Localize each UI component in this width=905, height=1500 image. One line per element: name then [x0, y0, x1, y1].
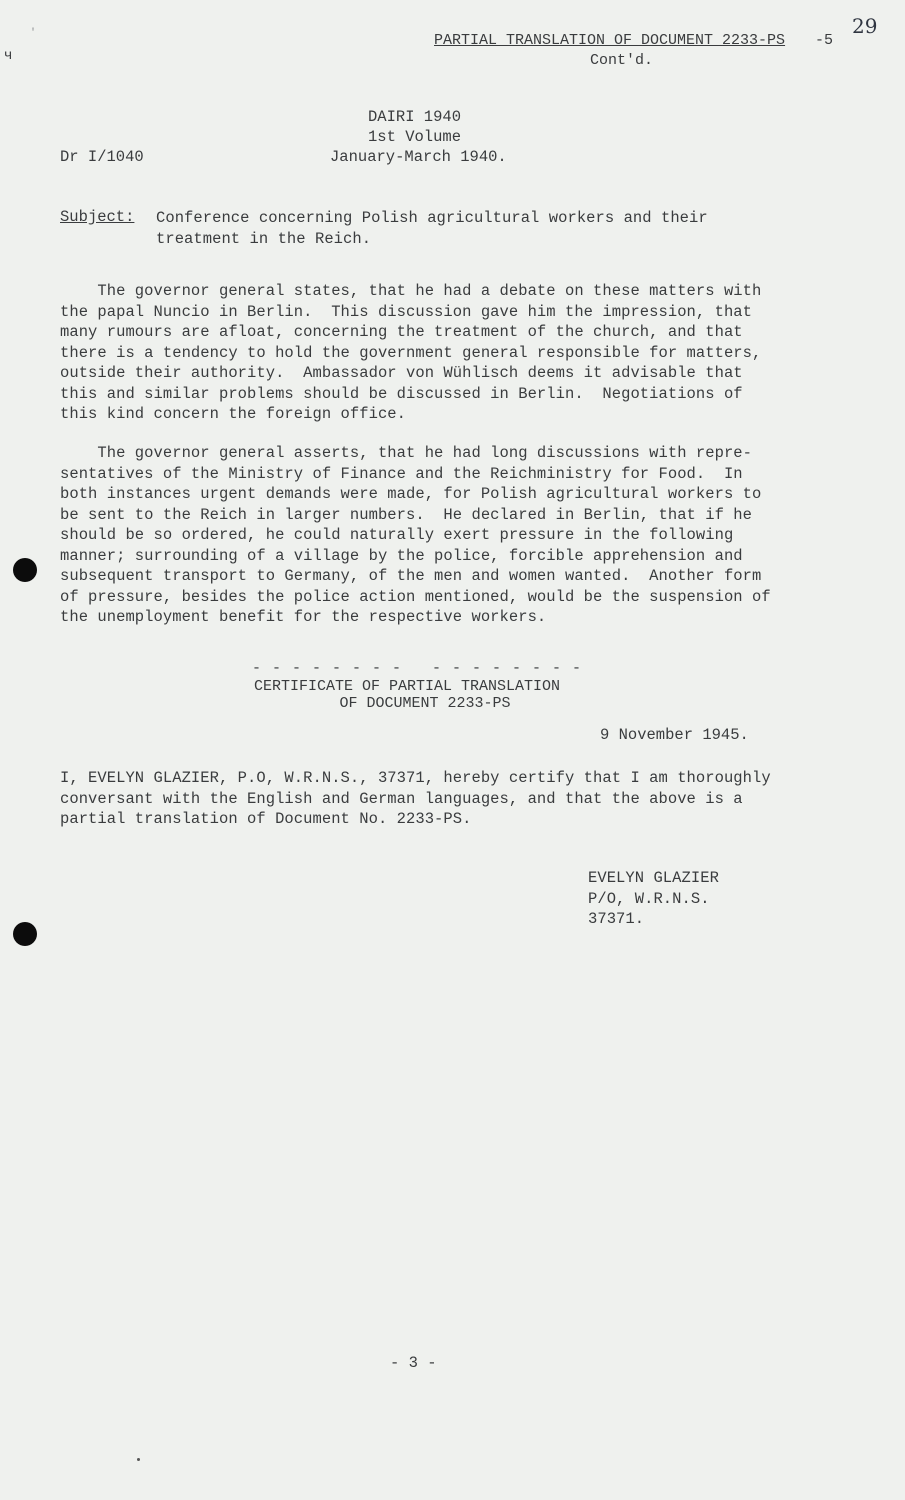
- divider: - - - - - - - - - - - - - - - -: [252, 660, 583, 677]
- paragraph-1: The governor general states, that he had a debate on these matters with the papal Nuncio in Berlin. This discussion gave him the impression, that many rumours are afloat, concerning the treatment of the church, and that there is a tendency to hold the government general responsible for matters, outside their authority. Ambassador von Wühlisch deems it advisable that this and similar problems should be discussed in Berlin. Negotiations of this kind concern the foreign office.: [60, 282, 762, 423]
- punch-hole: [13, 922, 37, 946]
- stray-dot: [137, 1458, 140, 1461]
- certificate-date: 9 November 1945.: [600, 726, 749, 744]
- signature-block: EVELYN GLAZIER P/O, W.R.N.S. 37371.: [588, 869, 719, 928]
- certificate-body: I, EVELYN GLAZIER, P.O, W.R.N.S., 37371, hereby certify that I am thoroughly conversant with the English and German languages, and that the above is a partial translation of Document No. 2233-PS.: [60, 769, 771, 828]
- page-footer: - 3 -: [390, 1354, 437, 1372]
- date-range: January-March 1940.: [330, 148, 507, 166]
- corner-mark: ч: [4, 48, 13, 64]
- diary-title: DAIRI 1940: [368, 108, 462, 126]
- subject-text: Conference concerning Polish agricultural workers and their treatment in the Reich.: [156, 209, 708, 248]
- volume-label: 1st Volume: [368, 128, 462, 146]
- handwritten-page-number: 29: [852, 14, 878, 38]
- document-reference: Dr I/1040: [60, 148, 144, 166]
- header-suffix: -5: [815, 32, 834, 49]
- header-title: PARTIAL TRANSLATION OF DOCUMENT 2233-PS: [434, 32, 786, 49]
- header-continued: Cont'd.: [590, 52, 654, 69]
- punch-hole: [13, 558, 37, 582]
- stray-mark: ': [30, 28, 37, 39]
- subject-label: Subject:: [60, 208, 135, 226]
- paragraph-2: The governor general asserts, that he had long discussions with repre- sentatives of the Ministry of Finance and the Reichministry for Food. In both instances urgent demands were made, for Polish agricultural workers to be sent to the Reich in larger numbers. He declared in Berlin, that if he should be so ordered, he could naturally exert pressure in the following manner; surrounding of a village by the police, forcible apprehension and subsequent transport to Germany, of the men and women wanted. Another form of pressure, besides the police action mentioned, would be the suspension of the unemployment benefit for the respective workers.: [60, 444, 771, 626]
- certificate-title: CERTIFICATE OF PARTIAL TRANSLATION OF DOCUMENT 2233-PS: [254, 678, 561, 712]
